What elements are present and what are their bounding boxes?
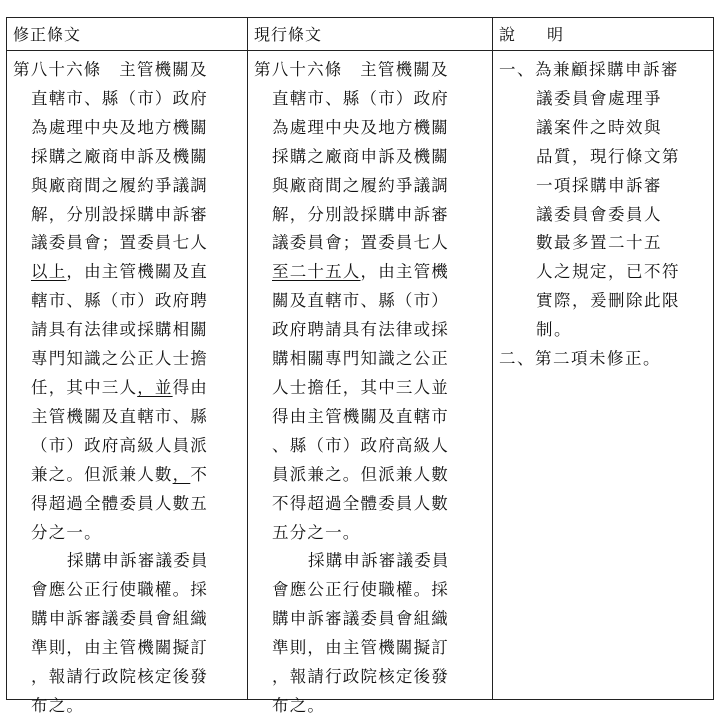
amended-line — [13, 374, 243, 403]
current-text-run: ，由主管機 — [360, 262, 449, 282]
explanation-item-marker: 二、 — [499, 349, 535, 369]
current-line — [254, 692, 488, 721]
header-explanation-label: 說 明 — [499, 25, 564, 44]
header-explanation — [493, 18, 714, 51]
amended-underlined-text: ，並 — [137, 377, 173, 397]
explanation-item-text: 品質，現行條文第 — [536, 146, 680, 166]
amended-text-run: 轄市、縣（市）政府聘 — [31, 291, 208, 311]
current-line — [254, 114, 488, 143]
current-line — [254, 85, 488, 114]
amended-line — [13, 201, 243, 230]
amended-text-run: （市）政府高級人員派 — [31, 435, 208, 455]
amended-line — [13, 345, 243, 374]
current-line — [254, 461, 488, 490]
amended-text-run: 得由 — [172, 377, 209, 397]
current-text-run: 會應公正行使職權。採 — [272, 580, 449, 600]
amended-line — [13, 605, 243, 634]
amended-line — [13, 490, 243, 519]
amended-text-run: 專門知識之公正人士擔 — [31, 349, 208, 369]
amended-text-run: 採購之廠商申訴及機關 — [31, 146, 208, 166]
explanation-item-text: 議委員會處理爭 — [536, 88, 662, 108]
amended-underlined-text: ， — [172, 464, 191, 484]
current-line — [254, 634, 488, 663]
explanation-item-text: 數最多置二十五 — [536, 233, 662, 253]
amended-text-run: 請具有法律或採購相關 — [31, 320, 208, 340]
amended-line — [13, 172, 243, 201]
explanation-item-line — [499, 85, 709, 114]
current-text-run: 關及直轄市、縣（市） — [272, 291, 449, 311]
current-text-run: 直轄市、縣（市）政府 — [272, 88, 449, 108]
amended-line — [13, 316, 243, 345]
amended-text-run: 為處理中央及地方機關 — [31, 117, 208, 137]
amended-line — [13, 114, 243, 143]
current-line — [254, 56, 488, 85]
explanation-item-text: 為兼顧採購申訴審 — [535, 60, 679, 79]
header-amended — [7, 18, 248, 51]
amended-line — [13, 143, 243, 172]
explanation-item-line — [499, 229, 709, 258]
amended-line — [13, 663, 243, 692]
current-line — [254, 345, 488, 374]
amended-text-run: 布之。 — [31, 695, 85, 715]
explanation-item-marker: 一、 — [499, 60, 535, 79]
amended-line — [13, 85, 243, 114]
current-text-run: 不得超過全體委員人數 — [272, 493, 449, 513]
current-line — [254, 316, 488, 345]
amended-line — [13, 547, 243, 576]
current-line — [254, 605, 488, 634]
current-line — [254, 287, 488, 316]
current-text-cell — [248, 51, 493, 715]
current-line — [254, 143, 488, 172]
current-article-text — [248, 51, 492, 715]
header-current-label: 現行條文 — [254, 25, 323, 44]
amended-text-run: ，由主管機關及直 — [66, 262, 209, 282]
current-text-run: 五分之一。 — [272, 522, 361, 542]
explanation-item-text: 實際，爰刪除此限 — [536, 291, 680, 311]
explanation-item-line — [499, 114, 709, 143]
table-body-row — [7, 51, 714, 700]
current-line — [254, 374, 488, 403]
amended-text-run: 得超過全體委員人數五 — [31, 493, 208, 513]
amended-line — [13, 258, 243, 287]
current-line — [254, 576, 488, 605]
current-line — [254, 172, 488, 201]
current-line — [254, 663, 488, 692]
amended-text-run: 第八十六條 主管機關及 — [13, 60, 208, 79]
table-header-row — [7, 18, 714, 51]
amended-text-run: 解，分別設採購申訴審 — [31, 204, 208, 224]
amended-line — [13, 634, 243, 663]
current-line — [254, 432, 488, 461]
explanation-item-text: 人之規定，已不符 — [536, 262, 680, 282]
amended-text-run: 與廠商間之履約爭議調 — [31, 175, 208, 195]
explanation-item-line — [499, 201, 709, 230]
current-line — [254, 490, 488, 519]
header-amended-label: 修正條文 — [13, 25, 82, 44]
amended-text-run: 會應公正行使職權。採 — [31, 580, 208, 600]
explanation-item-text: 一項採購申訴審 — [536, 175, 662, 195]
amended-line — [13, 229, 243, 258]
explanation-text — [493, 51, 713, 699]
amended-text-cell — [7, 51, 248, 715]
current-text-run: 準則，由主管機關擬訂 — [272, 638, 449, 658]
amended-article-text — [7, 51, 247, 715]
current-line — [254, 258, 488, 287]
amended-underlined-text: 以上 — [31, 262, 67, 282]
current-text-run: 解，分別設採購申訴審 — [272, 204, 449, 224]
amended-text-run: 議委員會；置委員七人 — [31, 233, 208, 253]
amended-line — [13, 403, 243, 432]
amended-text-run: ，報請行政院核定後發 — [31, 667, 208, 687]
amended-line — [13, 432, 243, 461]
amended-line — [13, 692, 243, 721]
explanation-item-text: 議委員會委員人 — [536, 204, 662, 224]
explanation-item-text: 第二項未修正。 — [535, 349, 661, 369]
current-text-run: 採購申訴審議委員 — [308, 551, 450, 571]
current-text-run: 購申訴審議委員會組織 — [272, 609, 449, 629]
current-text-run: 得由主管機關及直轄市 — [272, 406, 449, 426]
current-line — [254, 519, 488, 548]
current-line — [254, 201, 488, 230]
explanation-item — [499, 345, 709, 374]
current-line — [254, 229, 488, 258]
amended-line — [13, 576, 243, 605]
amended-text-run: 分之一。 — [31, 522, 102, 542]
current-text-run: 第八十六條 主管機關及 — [254, 60, 449, 79]
current-text-run: ，報請行政院核定後發 — [272, 667, 449, 687]
explanation-item-text: 制。 — [536, 320, 572, 340]
amended-text-run: 不 — [190, 464, 209, 484]
current-text-run: 為處理中央及地方機關 — [272, 117, 449, 137]
amended-line — [13, 287, 243, 316]
current-text-run: 員派兼之。但派兼人數 — [272, 464, 449, 484]
current-text-run: 政府聘請具有法律或採 — [272, 320, 449, 340]
current-underlined-text: 至二十五人 — [272, 262, 361, 282]
current-text-run: 布之。 — [272, 695, 326, 715]
amended-line — [13, 56, 243, 85]
explanation-item-text: 議案件之時效與 — [536, 117, 662, 137]
amended-text-run: 兼之。但派兼人數 — [31, 464, 173, 484]
explanation-item-line — [499, 258, 709, 287]
amended-text-run: 購申訴審議委員會組織 — [31, 609, 208, 629]
amended-line — [13, 519, 243, 548]
amended-text-run: 主管機關及直轄市、縣 — [31, 406, 208, 426]
amended-text-run: 採購申訴審議委員 — [67, 551, 209, 571]
current-text-run: 、縣（市）政府高級人 — [272, 435, 449, 455]
current-text-run: 購相關專門知識之公正 — [272, 349, 449, 369]
explanation-item-line — [499, 287, 709, 316]
explanation-item — [499, 56, 709, 85]
amended-line — [13, 461, 243, 490]
amended-text-run: 直轄市、縣（市）政府 — [31, 88, 208, 108]
amended-text-run: 任，其中三人 — [31, 377, 138, 397]
explanation-item-line — [499, 316, 709, 345]
explanation-cell — [493, 51, 714, 700]
header-current — [248, 18, 493, 51]
current-text-run: 與廠商間之履約爭議調 — [272, 175, 449, 195]
explanation-item-line — [499, 143, 709, 172]
amended-text-run: 準則，由主管機關擬訂 — [31, 638, 208, 658]
current-line — [254, 403, 488, 432]
current-text-run: 議委員會；置委員七人 — [272, 233, 449, 253]
amendment-comparison-table — [6, 17, 714, 715]
current-line — [254, 547, 488, 576]
current-text-run: 人士擔任，其中三人並 — [272, 377, 449, 397]
explanation-item-line — [499, 172, 709, 201]
current-text-run: 採購之廠商申訴及機關 — [272, 146, 449, 166]
